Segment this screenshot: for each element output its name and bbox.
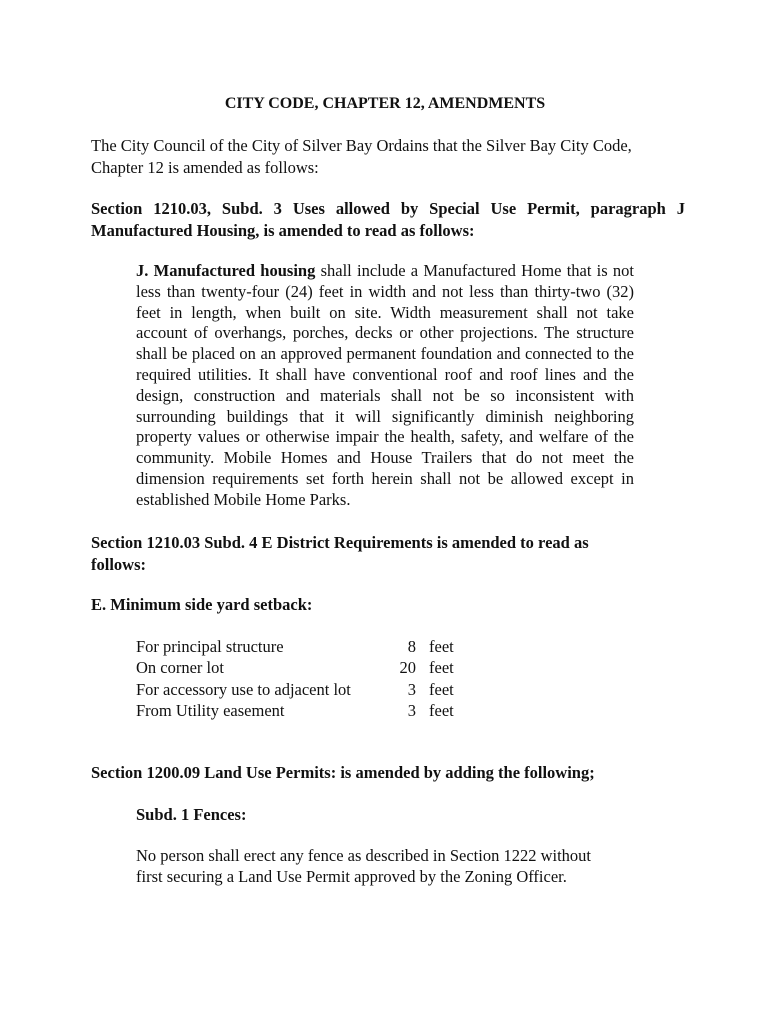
setback-row xyxy=(136,657,476,678)
setback-value: 20 xyxy=(399,658,416,678)
paragraph-body: shall include a Manufactured Home that is not less than twenty-four (24) feet in width and not less than thirty-two (32) feet in length, when built on site. Width measurement shall not take account of overhangs, porches, decks or other projections. The structure shall be placed on an approved permanent foundation and connected to the required utilities. It shall have conventional roof and roof lines and the design, construction and materials shall not be so inconsistent with surrounding buildings that it will significantly diminish neighboring property values or otherwise impair the health, safety, and welfare of the community. Mobile Homes and House Trailers that do not meet the dimension requirements set forth herein shall not be allowed except in established Mobile Home Parks. xyxy=(136,261,635,509)
setback-value: 8 xyxy=(407,637,416,656)
setback-unit: feet xyxy=(429,658,454,678)
section-2-heading xyxy=(91,532,651,575)
setback-row xyxy=(136,700,476,721)
setback-row xyxy=(136,679,476,700)
intro-line: Chapter 12 is amended as follows: xyxy=(91,157,319,177)
setback-table xyxy=(136,636,476,721)
document-title: CITY CODE, CHAPTER 12, AMENDMENTS xyxy=(224,95,546,112)
setback-subheading: E. Minimum side yard setback: xyxy=(91,595,313,614)
setback-row xyxy=(136,636,476,657)
section-2-heading-line: follows: xyxy=(91,554,146,574)
setback-unit: feet xyxy=(429,679,454,699)
fence-paragraph-line: No person shall erect any fence as described in Section 1222 without xyxy=(136,846,591,865)
manufactured-housing-paragraph xyxy=(136,261,634,511)
setback-unit: feet xyxy=(429,700,454,720)
setback-label: On corner lot xyxy=(136,658,224,678)
intro-line: The City Council of the City of Silver Bay Ordains that the Silver Bay City Code, xyxy=(91,136,632,155)
setback-label: For principal structure xyxy=(136,637,284,656)
fence-paragraph xyxy=(136,845,656,887)
section-2-heading-line: Section 1210.03 Subd. 4 E District Requirements is amended to read as xyxy=(91,533,589,552)
fence-paragraph-line: first securing a Land Use Permit approved by the Zoning Officer. xyxy=(136,867,567,886)
paragraph-lead: J. Manufactured housing xyxy=(136,261,316,280)
fences-subheading: Subd. 1 Fences: xyxy=(136,805,247,824)
section-1-heading: Section 1210.03, Subd. 3 Uses allowed by Special Use Permit, paragraph J Manufactured Housing, is amended to read as follows: xyxy=(91,199,685,240)
setback-unit: feet xyxy=(429,637,454,656)
intro-paragraph xyxy=(91,135,691,178)
setback-label: From Utility easement xyxy=(136,700,285,720)
setback-value: 3 xyxy=(407,700,416,720)
setback-value: 3 xyxy=(407,679,416,699)
setback-label: For accessory use to adjacent lot xyxy=(136,679,351,699)
section-3-heading: Section 1200.09 Land Use Permits: is amended by adding the following; xyxy=(91,763,595,782)
